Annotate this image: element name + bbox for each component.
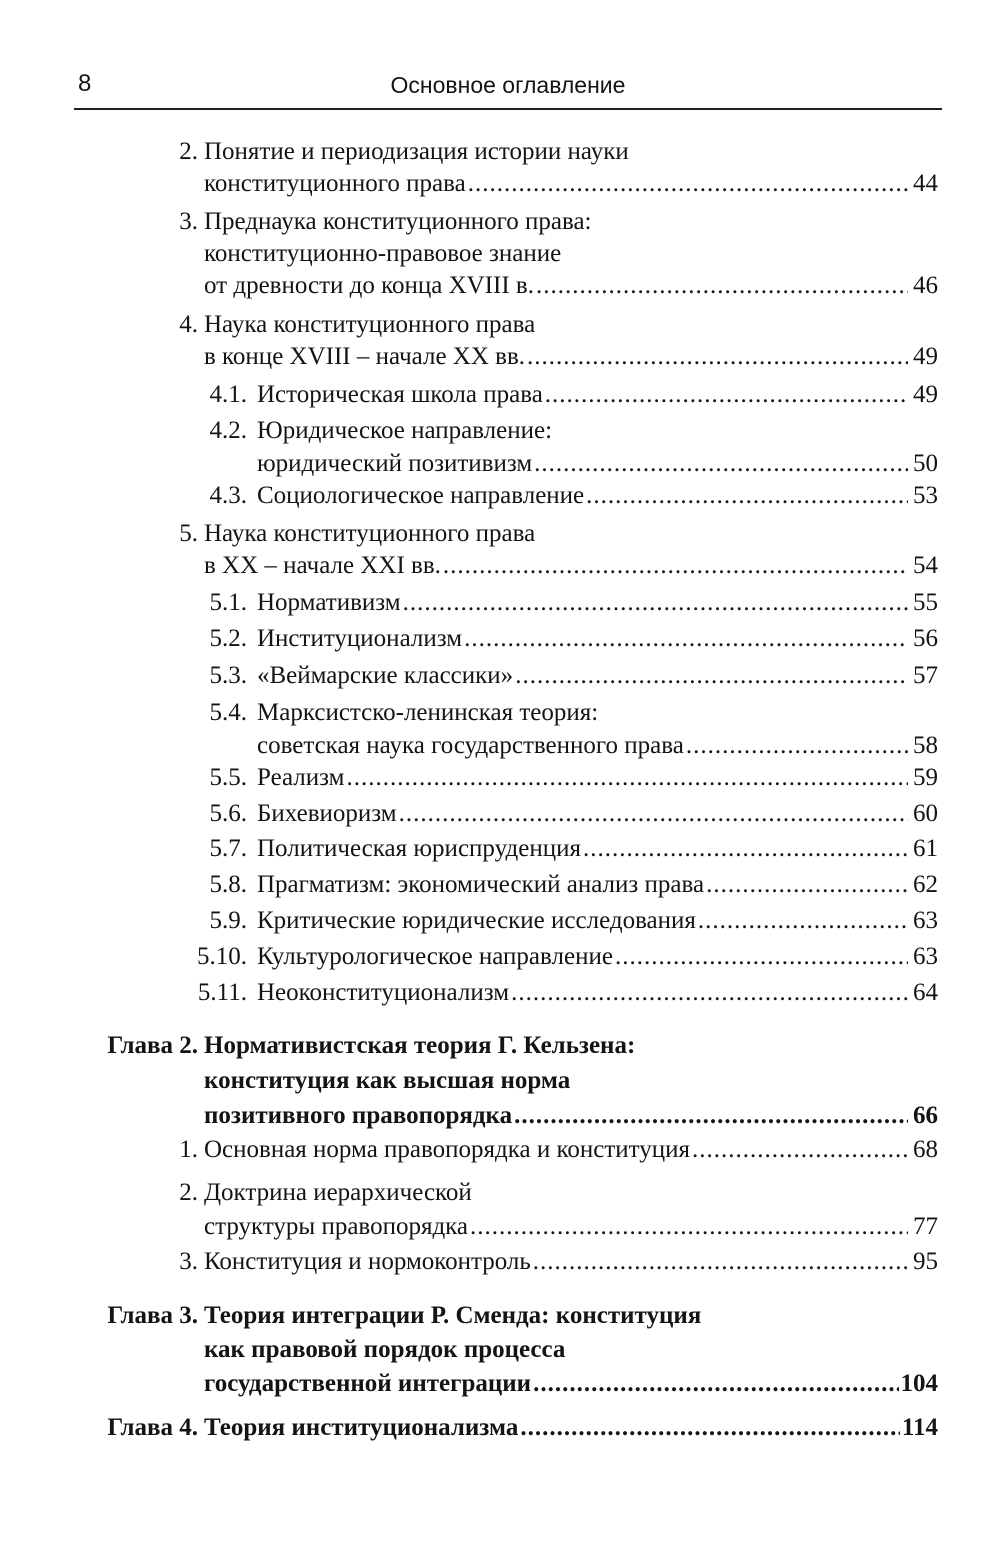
dot-leader — [583, 832, 908, 865]
toc-entry-title: Основная норма правопорядка и конституция — [204, 1136, 691, 1163]
toc-page-number[interactable]: 46 — [913, 272, 938, 299]
dot-leader — [706, 868, 908, 901]
toc-page-number[interactable]: 62 — [913, 871, 938, 898]
toc-entry-title: от древности до конца XVIII в. — [204, 272, 534, 299]
toc-entry-number: 5.2. — [209, 625, 247, 652]
toc-page-number[interactable]: 53 — [913, 482, 938, 509]
dot-leader — [514, 1099, 908, 1132]
dot-leader — [347, 761, 909, 794]
toc-entry-title: позитивного правопорядка — [204, 1102, 513, 1129]
dot-leader — [698, 904, 908, 937]
running-header — [74, 62, 942, 110]
toc-page-number[interactable]: 95 — [913, 1248, 938, 1275]
toc-entry-number: 5.10. — [197, 943, 247, 970]
toc-entry-title: Конституция и нормоконтроль — [204, 1248, 531, 1275]
toc-entry-number: 5.6. — [209, 800, 247, 827]
toc-entry-title: Политическая юриспруденция — [257, 835, 581, 862]
toc-entry-title: Наука конституционного права — [204, 311, 536, 338]
toc-page-number[interactable]: 54 — [913, 552, 938, 579]
toc-page-number[interactable]: 57 — [913, 662, 938, 689]
toc-entry-title: Реализм — [257, 764, 345, 791]
toc-entry-title: в XX – начале XXI вв. — [204, 552, 441, 579]
toc-page-number[interactable]: 49 — [913, 343, 938, 370]
toc-entry-title: Нормативизм — [257, 589, 401, 616]
dot-leader — [533, 1367, 898, 1400]
dot-leader — [464, 622, 908, 655]
toc-page-number[interactable]: 66 — [913, 1102, 938, 1129]
dot-leader — [470, 1210, 908, 1243]
dot-leader — [586, 479, 908, 512]
toc-entry-title: как правовой порядок процесса — [204, 1336, 566, 1363]
toc-entry-title: Социологическое направление — [257, 482, 585, 509]
toc-entry-number: 2. — [179, 1179, 198, 1206]
dot-leader — [511, 976, 908, 1009]
toc-entry-title: в конце XVIII – начале XX вв. — [204, 343, 526, 370]
toc-entry-title: Прагматизм: экономический анализ права — [257, 871, 705, 898]
toc-page-number[interactable]: 77 — [913, 1213, 938, 1240]
toc-entry-title: Теория институционализма — [204, 1414, 519, 1441]
toc-entry-title: Нормативистская теория Г. Кельзена: — [204, 1032, 636, 1059]
dot-leader — [615, 940, 908, 973]
toc-entry-title: Историческая школа права — [257, 381, 543, 408]
toc-entry-number: 5. — [179, 520, 198, 547]
dot-leader — [533, 1245, 908, 1278]
toc-page-number[interactable]: 50 — [913, 450, 938, 477]
toc-entry-title: Критические юридические исследования — [257, 907, 696, 934]
toc-entry-number: 4.3. — [209, 482, 247, 509]
toc-entry-title: структуры правопорядка — [204, 1213, 469, 1240]
toc-entry-number: 4. — [179, 311, 198, 338]
toc-entry-number: 5.9. — [209, 907, 247, 934]
dot-leader — [536, 269, 908, 302]
toc-page-number[interactable]: 63 — [913, 907, 938, 934]
toc-page-number[interactable]: 104 — [900, 1370, 938, 1397]
toc-entry-number: 5.1. — [209, 589, 247, 616]
toc-entry-title: Юридическое направление: — [257, 417, 553, 444]
toc-entry-number: 5.4. — [209, 699, 247, 726]
toc-entry-title: Преднаука конституционного права: — [204, 208, 592, 235]
toc-entry-number: 5.11. — [197, 979, 247, 1006]
toc-entry-number: 3. — [179, 208, 198, 235]
toc-entry-title: Культурологическое направление — [257, 943, 613, 970]
toc-entry-number: Глава 3. — [107, 1302, 198, 1329]
dot-leader — [468, 167, 908, 200]
dot-leader — [403, 586, 908, 619]
toc-page-number[interactable]: 56 — [913, 625, 938, 652]
dot-leader — [534, 447, 908, 480]
toc-page-number[interactable]: 44 — [913, 170, 938, 197]
toc-entry-title: Доктрина иерархической — [204, 1179, 472, 1206]
toc-entry-title: юридический позитивизм — [257, 450, 533, 477]
page-number: 8 — [78, 70, 92, 97]
toc-page-number[interactable]: 58 — [913, 732, 938, 759]
dot-leader — [515, 659, 908, 692]
toc-entry-title: Неоконституционализм — [257, 979, 510, 1006]
toc-entry-number: 4.1. — [209, 381, 247, 408]
toc-page-number[interactable]: 55 — [913, 589, 938, 616]
toc-entry-number: Глава 2. — [107, 1032, 198, 1059]
toc-entry-title: конституционного права — [204, 170, 466, 197]
toc-entry-title: конституционно-правовое знание — [204, 240, 562, 267]
dot-leader — [520, 1411, 900, 1444]
toc-entry-number: 2. — [179, 138, 198, 165]
toc-entry-number: 1. — [179, 1136, 198, 1163]
dot-leader — [527, 340, 908, 373]
toc-entry-title: Марксистско-ленинская теория: — [257, 699, 599, 726]
toc-page-number[interactable]: 68 — [913, 1136, 938, 1163]
toc-page-number[interactable]: 63 — [913, 943, 938, 970]
toc-entry-title: Теория интеграции Р. Сменда: конституция — [204, 1302, 702, 1329]
toc-entry-number: 3. — [179, 1248, 198, 1275]
toc-entry-number: 4.2. — [209, 417, 247, 444]
toc-page-number[interactable]: 64 — [913, 979, 938, 1006]
header-title: Основное оглавление — [390, 72, 626, 98]
toc-page-number[interactable]: 114 — [901, 1414, 938, 1441]
toc-entry-number: 5.7. — [209, 835, 247, 862]
dot-leader — [692, 1133, 908, 1166]
toc-entry-title: Наука конституционного права — [204, 520, 536, 547]
dot-leader — [686, 729, 908, 762]
toc-page-number[interactable]: 61 — [913, 835, 938, 862]
toc-entry-title: «Веймарские классики» — [257, 662, 514, 689]
dot-leader — [443, 549, 908, 582]
dot-leader — [545, 378, 908, 411]
toc-page-number[interactable]: 49 — [913, 381, 938, 408]
toc-entry-title: конституция как высшая норма — [204, 1067, 571, 1094]
toc-entry-title: государственной интеграции — [204, 1370, 532, 1397]
toc-page-number[interactable]: 60 — [913, 800, 938, 827]
dot-leader — [399, 797, 908, 830]
toc-entry-title: Понятие и периодизация истории науки — [204, 138, 629, 165]
toc-entry-title: Бихевиоризм — [257, 800, 397, 827]
toc-entry-number: 5.5. — [209, 764, 247, 791]
toc-entry-title: Институционализм — [257, 625, 463, 652]
toc-entry-number: Глава 4. — [107, 1414, 198, 1441]
toc-entry-title: советская наука государственного права — [257, 732, 684, 759]
toc-entry-number: 5.3. — [209, 662, 247, 689]
toc-page-number[interactable]: 59 — [913, 764, 938, 791]
toc-entry-number: 5.8. — [209, 871, 247, 898]
